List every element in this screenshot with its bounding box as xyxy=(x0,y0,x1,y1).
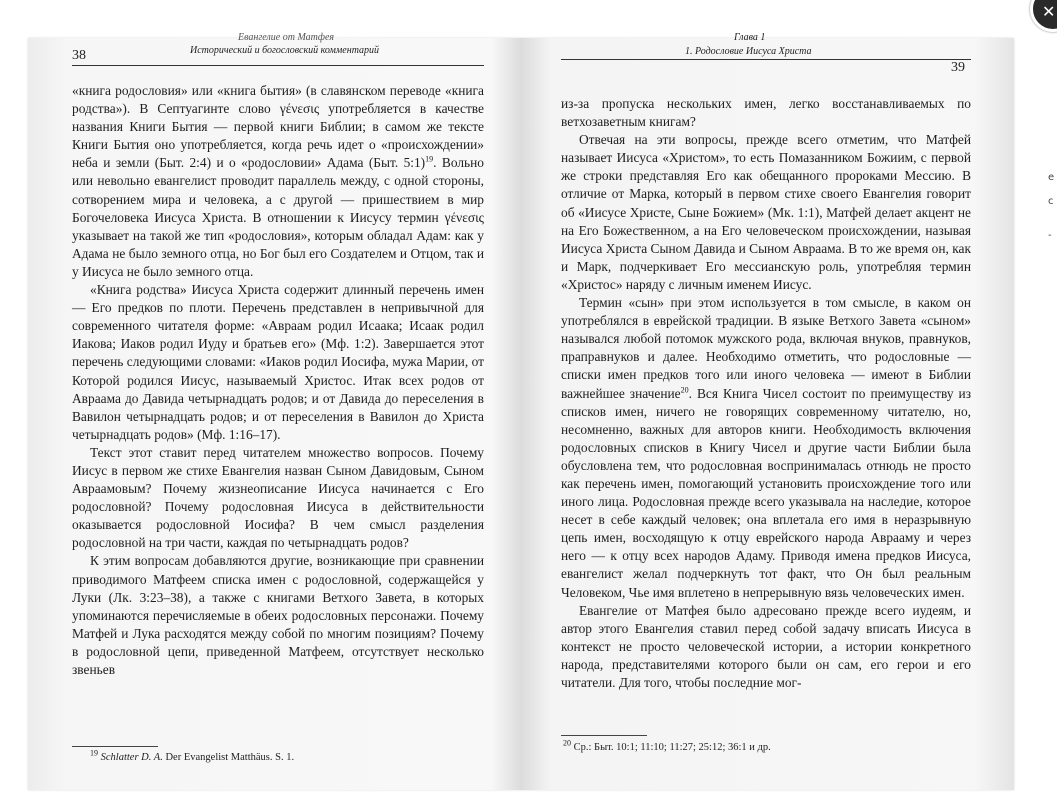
footnote xyxy=(563,738,771,753)
header-rule xyxy=(72,65,484,66)
page-number: 38 xyxy=(72,48,86,63)
footnote-text: Ср.: Быт. 10:1; 11:10; 11:27; 25:12; 36:1 и др. xyxy=(571,742,771,753)
edge-fragment: с xyxy=(1048,196,1054,207)
footnote-number: 19 xyxy=(90,748,98,758)
footnote-number: 20 xyxy=(563,738,571,748)
running-subtitle: 1. Родословие Иисуса Христа xyxy=(685,46,812,57)
paragraph: Текст этот ставит перед читателем множество вопросов. Почему Иисус в первом же стихе Евангелия назван Сыном Давидовым, Сыном Авраамовым? Почему жизнеописание Иисуса начинается с Его родословной? Почему родословная Иисуса в действительности оказывается родословной Иосифа? В чем смысл разделения родословной на три части, каждая по четырнадцать родов? xyxy=(72,444,484,551)
left-body-text xyxy=(72,82,484,679)
close-icon: ✕ xyxy=(1042,2,1056,21)
paragraph xyxy=(561,294,971,602)
footnote-rule xyxy=(72,746,158,747)
footnote-mark: 19 xyxy=(425,154,434,164)
footnote-text: Der Evangelist Matthäus. S. 1. xyxy=(162,752,295,763)
footnote xyxy=(90,748,295,763)
footnote-mark: 20 xyxy=(680,385,689,395)
paragraph-text: Термин «сын» при этом используется в том смысле, в каком он употреблялся в еврейской традиции. В языке Ветхого Завета «сыном» назывался любой потомок мужского рода, включая внуков, правнуков, праправнуков и далее. Необходимо отметить, что родословные — списки имен предков того или иного человека — имеют в Библии важнейшее значение xyxy=(561,295,971,401)
paragraph: из-за пропуска нескольких имен, легко восстанавливаемых по ветхозаветным книгам? xyxy=(561,96,971,130)
paragraph: «Книга родства» Иисуса Христа содержит длинный перечень имен — Его предков по плоти. Перечень представлен в непривычной для современного читателя форме: «Авраам родил Исаака; Исаак родил Иакова; Иаков родил Иуду и братьев его» (Мф. 1:2). Завершается этот перечень следующими словами: «Иаков родил Иосифа, мужа Марии, от Которой родился Иисус, называемый Христос. Итак всех родов от Авраама до Давида четырнадцать родов; и от Давида до переселения в Вавилон четырнадцать родов; и от переселения в Вавилон до Христа четырнадцать родов» (Мф. 1:16–17). xyxy=(72,282,484,442)
paragraph-text: . Вся Книга Чисел состоит по преимуществу из списков имен, ничего не говорящих современному читателю, но, несомненно, важных для авторов книги. Необходимость включения родословных списков в Книгу Чисел и другие части Библии была обусловлена тем, что родословная воспринималась отнюдь не просто как перечень имен, помогающий установить происхождение того или иного лица. Родословная прежде всего указывала на наследие, которое несет в себе каждый человек; она вплетала его имя в неразрывную цепь имен, восходящую к отцу еврейского народа Аврааму и через него — к отцу всех народов Адаму. Приводя имена предков Иисуса, евангелист желал подчеркнуть тот факт, что Он был реальным Человеком, Чье имя вплетено в непрерывную вязь человеческих имен. xyxy=(561,385,972,600)
header-rule xyxy=(561,59,971,60)
right-body-text xyxy=(561,95,971,692)
paragraph xyxy=(72,82,484,281)
running-title: Глава 1 xyxy=(734,32,766,43)
book-spread xyxy=(28,32,1014,790)
paragraph-text: «книга родословия» или «книга бытия» (в славянском переводе «книга родства»). В Септуагинте слово γένεσις употребляется в качестве названия Книги Бытия — первой книги Библии; в самом же тексте Книги Бытия оно употребляется, когда речь идет о «происхождении» неба и земли (Быт. 2:4) и о «родословии» Адама (Быт. 5:1) xyxy=(72,83,484,171)
right-page xyxy=(521,32,1014,790)
paragraph: К этим вопросам добавляются другие, возникающие при сравнении приводимого Матфеем списка имен с родословной, содержащейся у Луки (Лк. 3:23–38), а также с книгами Ветхого Завета, в которых упоминаются перечисляемые в обеих родословных персонажи. Почему Матфей и Лука расходятся между собой по многим позициям? Почему в родословной цепи, приведенной Матфеем, отсутствует несколько звеньев xyxy=(72,553,484,677)
running-subtitle: Исторический и богословский комментарий xyxy=(190,45,380,56)
close-button[interactable] xyxy=(1030,0,1057,32)
paragraph: Отвечая на эти вопросы, прежде всего отметим, что Матфей называет Иисуса «Христом», то есть Помазанником Божиим, с первой же строки представляя Его как обещанного пророками Мессию. В отличие от Марка, который в первом стихе своего Евангелия говорит об «Иисусе Христе, Сыне Божием» (Мк. 1:1), Матфей делает акцент не на Его Божественном, а на Его человеческом происхождении, называя Иисуса Христа Сыном Давида и Сыном Авраама. В то же время он, как и Марк, подчеркивает Его мессианскую роль, употребляя термин «Христос» наряду с личным именем Иисус. xyxy=(561,132,971,292)
edge-fragment: е xyxy=(1048,172,1055,183)
left-page xyxy=(28,32,521,790)
paragraph: Евангелие от Матфея было адресовано прежде всего иудеям, и автор этого Евангелия ставил перед собой задачу вписать Иисуса в контекст не просто человеческой истории, а истории конкретного народа, представителями которого были он сам, его герои и его читатели. Для того, чтобы последние мог- xyxy=(561,602,971,690)
page-number: 39 xyxy=(951,60,965,75)
footnote-rule xyxy=(561,735,647,736)
edge-fragment: - xyxy=(1048,230,1052,241)
paragraph-text: . Вольно или невольно евангелист проводит параллель между, с одной стороны, сотворением мира и человека, а с другой — пришествием в мир Богочеловека Иисуса Христа. В отношении к Иисусу термин γένεσις указывает на такой же тип «родословия», которым обладал Адам: как у Адама не было земного отца, но Бог был его Создателем и Отцом, так и у Иисуса не было земного отца. xyxy=(72,155,484,279)
footnote-author: Schlatter D. A. xyxy=(100,752,163,763)
running-title-top: Евангелие от Матфея xyxy=(238,32,335,43)
